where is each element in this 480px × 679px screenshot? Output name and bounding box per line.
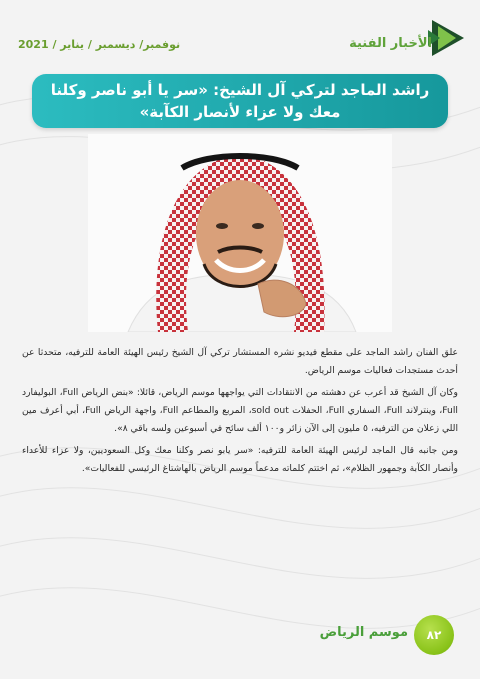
article-paragraph: وكان آل الشيخ قد أعرب عن دهشته من الانتقادات التي يواجهها موسم الرياض، قائلا: «بنض الرياض Full، البوليفارد Full، وينترلاند Full، السفاري Full، الحفلات sold out، المربع والمطاعم Full، واجهة الرياض Full، أبي أعرف مين اللي زعلان من الترفيه، ٥ مليون إلى الآن زائر و١٠٠ ألف سائح في أسبوعين ولسه باقي ٨». (22, 387, 458, 434)
section-logo (350, 18, 466, 62)
article-body (22, 344, 458, 482)
play-triangle-icon (426, 18, 466, 58)
article-photo (88, 134, 392, 332)
logo-text: الأخبار الفنية (349, 36, 432, 51)
article-title-banner (32, 74, 448, 128)
article-title-line-1: راشد الماجد لتركي آل الشيخ: «سر يا أبو ناصر وكلنا (50, 81, 430, 99)
page-header (14, 18, 466, 62)
issue-date: نوفمبر/ ديسمبر / يناير / 2021 (18, 38, 181, 51)
article-title (35, 79, 445, 123)
article-title-line-2: معك ولا عزاء لأنصار الكآبة» (139, 103, 341, 121)
page-number-badge: ٨٢ (414, 615, 454, 655)
footer-section-name: موسم الرياض (319, 625, 408, 640)
article-paragraph: ومن جانبه قال الماجد لرئيس الهيئة العامة للترفيه: «سر يابو نصر وكلنا معك وكل السعوديين، ولا عزاء للأعداء وأنصار الكآبة وجمهور الظلام»، ثم اختتم كلماته مدعماً موسم الرياض بالهاشتاغ الرئيسي للفعاليات». (22, 445, 458, 474)
article-paragraph: علق الفنان راشد الماجد على مقطع فيديو نشره المستشار تركي آل الشيخ رئيس الهيئة العامة للترفيه، متحدثا عن أحدث مستجدات فعاليات موسم الرياض. (22, 347, 458, 376)
portrait-illustration (88, 134, 392, 332)
page-footer (0, 611, 480, 661)
